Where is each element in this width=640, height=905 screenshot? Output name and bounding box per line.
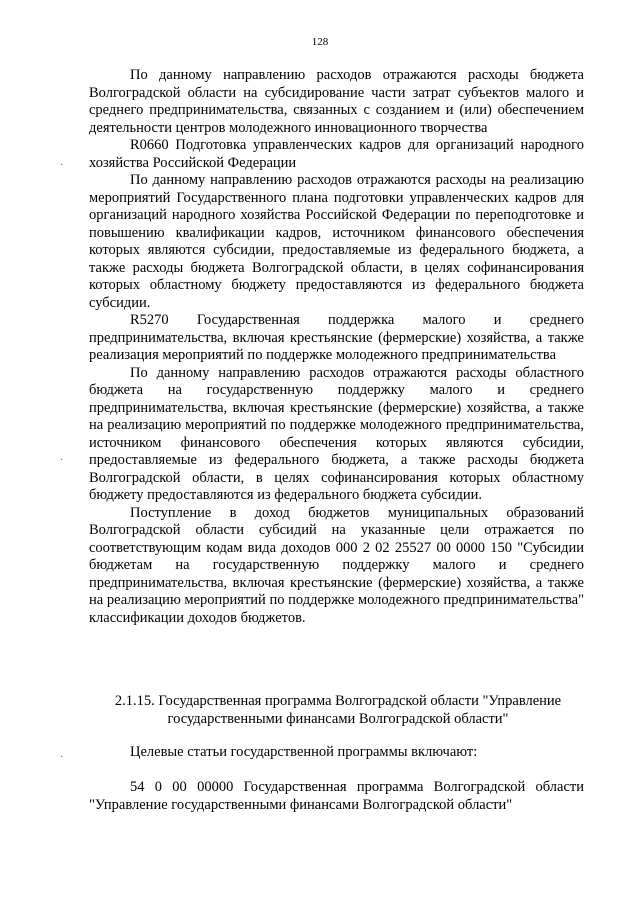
page-number: 128 (311, 36, 329, 48)
paragraph: R0660 Подготовка управленческих кадров для организаций народного хозяйства Российской Федерации (89, 137, 584, 171)
margin-mark: · (60, 752, 64, 763)
paragraph: По данному направлению расходов отражаются расходы бюджета Волгоградской области на субсидирование части затрат субъектов малого и среднего предпринимательства, связанных с созданием и (или) обеспечением деятельности центров молодежного инновационного творчества (89, 67, 584, 136)
margin-mark: · (60, 160, 64, 171)
body-text (89, 67, 584, 627)
paragraph: По данному направлению расходов отражаются расходы на реализацию мероприятий Государственного плана подготовки управленческих кадров для организаций народного хозяйства Российской Федерации по переподготовке и повышению квалификации кадров, источником финансового обеспечения которых являются субсидии, предоставляемые из федерального бюджета, а также расходы бюджета Волгоградской области, в целях софинансирования которых областному бюджету предоставляются из федерального бюджета субсидии. (89, 172, 584, 311)
paragraph: Поступление в доход бюджетов муниципальных образований Волгоградской области субсидий на указанные цели отражается по соответствующим кодам вида доходов 000 2 02 25527 00 0000 150 "Субсидии бюджетам на государственную поддержку малого и среднего предпринимательства, включая крестьянские (фермерские) хозяйства, а также на реализацию мероприятий по поддержке молодежного предпринимательства" классификации доходов бюджетов. (89, 504, 584, 626)
intro-line: Целевые статьи государственной программы включают: (130, 744, 478, 760)
paragraph: По данному направлению расходов отражаются расходы областного бюджета на государственную поддержку малого и среднего предпринимательства, включая крестьянские (фермерские) хозяйства, а также на реализацию мероприятий по поддержке молодежного предпринимательства, источником финансового обеспечения которых являются субсидии, предоставляемые из федерального бюджета, а также расходы бюджета Волгоградской области, в целях софинансирования которых областному бюджету предоставляются из федерального бюджета субсидии. (89, 364, 584, 503)
paragraph: R5270 Государственная поддержка малого и среднего предпринимательства, включая крестьянские (фермерские) хозяйства, а также реализация мероприятий по поддержке молодежного предпринимательства (89, 312, 584, 363)
program-entry: 54 0 00 00000 Государственная программа Волгоградской области "Управление государственными финансами Волгоградской области" (89, 779, 584, 813)
margin-mark: · (60, 455, 64, 466)
section-heading: 2.1.15. Государственная программа Волгоградской области "Управление государственными финансами Волгоградской области" (114, 693, 562, 727)
